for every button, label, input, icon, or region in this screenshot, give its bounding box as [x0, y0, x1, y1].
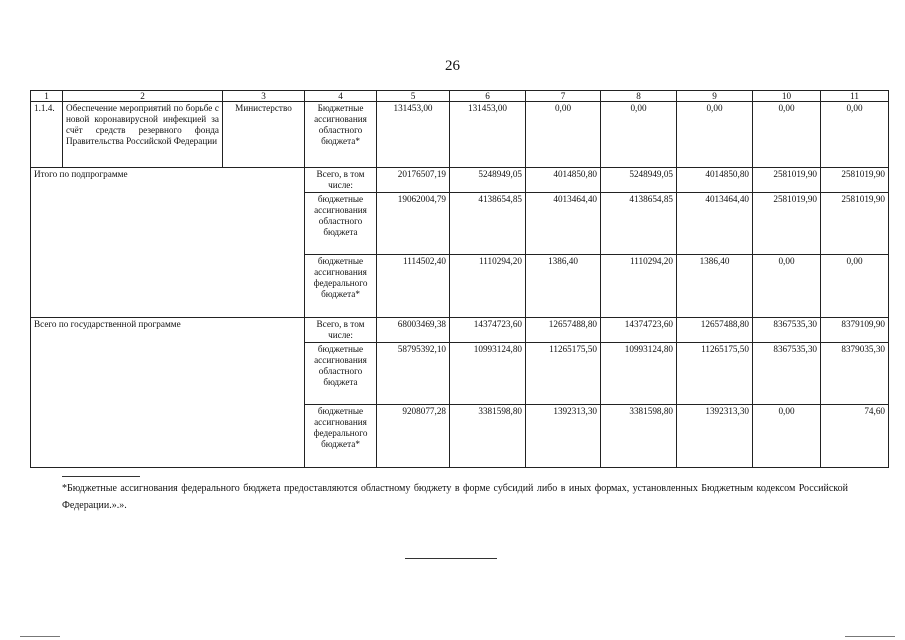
value-cell: 2581019,90: [753, 193, 821, 255]
value-cell: 19062004,79: [377, 193, 450, 255]
item-source: Бюджетные ассигнования областного бюджета*: [305, 102, 377, 168]
value-cell: 1110294,20: [450, 255, 526, 318]
item-row: [31, 102, 889, 168]
column-number: 4: [305, 91, 377, 102]
value-cell: 58795392,10: [377, 343, 450, 405]
item-code: 1.1.4.: [31, 102, 63, 168]
value-cell: 8367535,30: [753, 318, 821, 343]
column-number: 2: [63, 91, 223, 102]
value-cell: 11265175,50: [526, 343, 601, 405]
value-cell: 1392313,30: [526, 405, 601, 468]
source-cell: бюджетные ассигнования федерального бюджета*: [305, 255, 377, 318]
scan-artifact: [20, 636, 60, 637]
value-cell: 10993124,80: [450, 343, 526, 405]
value-cell: 14374723,60: [450, 318, 526, 343]
value-cell: 9208077,28: [377, 405, 450, 468]
value-cell: 0,00: [677, 102, 753, 168]
subprogram-label: Итого по подпрограмме: [31, 168, 305, 318]
program-label: Всего по государственной программе: [31, 318, 305, 468]
program-total-row: [31, 318, 889, 343]
value-cell: 2581019,90: [753, 168, 821, 193]
value-cell: 4014850,80: [526, 168, 601, 193]
value-cell: 4138654,85: [450, 193, 526, 255]
source-cell: Всего, в том числе:: [305, 318, 377, 343]
value-cell: 0,00: [821, 255, 889, 318]
value-cell: 3381598,80: [601, 405, 677, 468]
column-number: 9: [677, 91, 753, 102]
value-cell: 2581019,90: [821, 193, 889, 255]
value-cell: 8367535,30: [753, 343, 821, 405]
column-number: 5: [377, 91, 450, 102]
value-cell: 11265175,50: [677, 343, 753, 405]
end-divider: [405, 558, 497, 559]
value-cell: 1386,40: [526, 255, 601, 318]
column-number: 8: [601, 91, 677, 102]
footnote-divider: [62, 476, 140, 477]
value-cell: 12657488,80: [526, 318, 601, 343]
value-cell: 68003469,38: [377, 318, 450, 343]
value-cell: 0,00: [753, 405, 821, 468]
source-cell: бюджетные ассигнования областного бюджета: [305, 193, 377, 255]
value-cell: 0,00: [753, 102, 821, 168]
source-cell: Всего, в том числе:: [305, 168, 377, 193]
footnote: *Бюджетные ассигнования федерального бюджета предоставляются областному бюджету в форме субсидий либо в иных формах, установленных Бюджетным кодексом Российской Федерации.».».: [62, 483, 848, 511]
value-cell: 8379109,90: [821, 318, 889, 343]
value-cell: 1392313,30: [677, 405, 753, 468]
value-cell: 0,00: [526, 102, 601, 168]
value-cell: 0,00: [753, 255, 821, 318]
value-cell: 5248949,05: [601, 168, 677, 193]
item-name: Обеспечение мероприятий по борьбе с новой коронавирусной инфекцией за счёт средств резервного фонда Правительства Российской Федерации: [63, 102, 223, 168]
scan-artifact: [845, 636, 895, 637]
value-cell: 14374723,60: [601, 318, 677, 343]
source-cell: бюджетные ассигнования областного бюджета: [305, 343, 377, 405]
value-cell: 1386,40: [677, 255, 753, 318]
source-cell: бюджетные ассигнования федерального бюджета*: [305, 405, 377, 468]
value-cell: 8379035,30: [821, 343, 889, 405]
subprogram-total-row: [31, 168, 889, 193]
value-cell: 74,60: [821, 405, 889, 468]
value-cell: 3381598,80: [450, 405, 526, 468]
value-cell: 4138654,85: [601, 193, 677, 255]
value-cell: 4013464,40: [677, 193, 753, 255]
value-cell: 1114502,40: [377, 255, 450, 318]
item-executor: Министерство: [223, 102, 305, 168]
value-cell: 0,00: [821, 102, 889, 168]
column-number-row: [31, 91, 889, 102]
value-cell: 2581019,90: [821, 168, 889, 193]
column-number: 3: [223, 91, 305, 102]
value-cell: 10993124,80: [601, 343, 677, 405]
value-cell: 4013464,40: [526, 193, 601, 255]
value-cell: 131453,00: [450, 102, 526, 168]
budget-table: [30, 90, 889, 468]
value-cell: 0,00: [601, 102, 677, 168]
value-cell: 20176507,19: [377, 168, 450, 193]
column-number: 11: [821, 91, 889, 102]
value-cell: 5248949,05: [450, 168, 526, 193]
page-number: 26: [445, 58, 460, 74]
value-cell: 12657488,80: [677, 318, 753, 343]
column-number: 6: [450, 91, 526, 102]
value-cell: 131453,00: [377, 102, 450, 168]
value-cell: 1110294,20: [601, 255, 677, 318]
value-cell: 4014850,80: [677, 168, 753, 193]
column-number: 10: [753, 91, 821, 102]
column-number: 7: [526, 91, 601, 102]
column-number: 1: [31, 91, 63, 102]
